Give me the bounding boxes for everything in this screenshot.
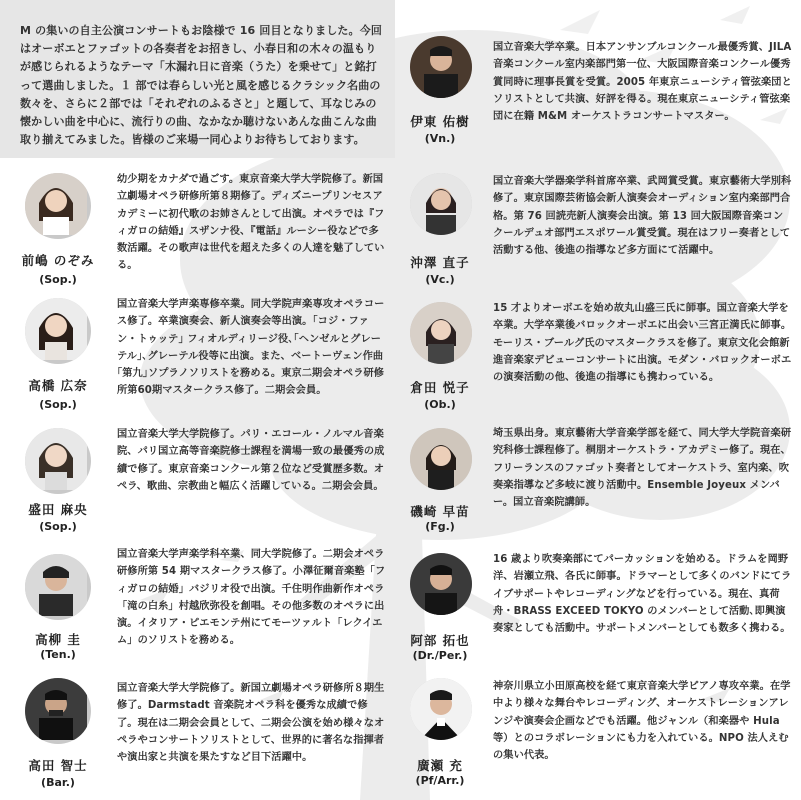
performer-part: (Ten.) (40, 648, 76, 661)
performer-name: 阿部 拓也 (410, 633, 470, 648)
performer-name: 前嶋 のぞみ (21, 253, 95, 268)
performer-part: (Vn.) (424, 132, 456, 145)
performer-part: (Sop.) (39, 398, 77, 411)
performer-name: 高橋 広奈 (28, 378, 88, 393)
performer-photo (25, 554, 91, 620)
performer-photo (410, 36, 472, 98)
performer-photo (410, 678, 472, 740)
performer-part: (Fg.) (425, 520, 455, 533)
performer-name: 磯崎 早苗 (410, 504, 470, 519)
performer-photo (25, 298, 91, 364)
performer-bio: 幼少期をカナダで過ごす。東京音楽大学大学院修了。新国立劇場オペラ研修所第８期修了。ディズニープリンセスアカデミーに初代歌のお姉さんとして出演。オペラでは『フィガロの結婚』スザンナ役、『電話』ルーシー役などで多数活躍。その歌声は世代を超えた多くの人達を魅了している。 (117, 174, 385, 272)
performer-name: 伊東 佑樹 (410, 114, 470, 129)
performer-name: 高柳 圭 (35, 632, 81, 647)
performer-name: 盛田 麻央 (28, 502, 88, 517)
performer-bio: 国立音楽大学卒業。日本アンサンブルコンクール最優秀賞、JILA 音楽コンクール室内楽部門第一位、大阪国際音楽コンクール優秀賞同時に理事長賞を受賞。2005 年東京ニューシティ管弦楽団とソリストとして共演、好評を得る。現在東京ニューシティ管弦楽団に在籍 M&M オーケストラコンサートマスター。 (493, 42, 792, 123)
performer-part: (Sop.) (39, 273, 77, 286)
performer-part: (Sop.) (39, 520, 77, 533)
performer-bio: 国立音楽大学声楽学科卒業、同大学院修了。二期会オペラ研修所第 54 期マスタークラス修了。小澤征爾音楽塾「フィガロの結婚」バジリオ役で出演。千住明作曲新作オペラ「滝の白糸」村越欣弥役を創唱。その他多数のオペラに出演。イタリア・ピエモンテ州にてモーツァルト「レクイエム」のソリストを務める。 (117, 549, 386, 647)
performer-photo (25, 173, 91, 239)
performer-name: 沖澤 直子 (410, 255, 470, 270)
performer-bio: 国立音楽大学声楽専修卒業。同大学院声楽専攻オペラコース修了。卒業演奏会、新人演奏会等出演。｢コジ・ファン・トゥッテ｣ フィオルディリージ役､｢ヘンゼルとグレーテル｣､グレーテル役等に出演。また、ベートーヴェン作曲｢第九｣ソプラノソリストを務める。東京二期会オペラ研修所第60期マスタークラス修了。二期会会員。 (117, 299, 385, 397)
performer-photo (410, 302, 472, 364)
performer-part: (Bar.) (41, 776, 75, 789)
performer-part: (Pf/Arr.) (415, 774, 465, 787)
performer-photo (410, 428, 472, 490)
performer-name: 倉田 悦子 (410, 380, 470, 395)
performer-bio: 国立音楽大学器楽学科首席卒業、武岡賞受賞。東京藝術大学別科修了。東京国際芸術協会新人演奏会オーディション室内楽部門合格。第 76 回読売新人演奏会出演。第 13 回大阪国際音楽コンクールデュオ部門エスポワール賞受賞。現在はフリー奏者として活動する他、後進の指導など多方面にて活躍中。 (493, 176, 792, 257)
performer-part: (Vc.) (425, 273, 455, 286)
performer-bio: 神奈川県立小田原高校を経て東京音楽大学ピアノ専攻卒業。在学中より様々な舞台やレコーディング、オーケストレーションアレンジや演奏会企画などでも活躍。他ジャンル（和楽器や Hula 等）とのコラボレーションにも力を入れている。NPO 法人えむの集い代表。 (493, 681, 791, 762)
performer-photo (25, 428, 91, 494)
intro-text: M の集いの自主公演コンサートもお陰様で 16 回目となりました。今回はオーボエとファゴットの各奏者をお招きし、小春日和の木々の温もりが感じられるようなテーマ「木漏れ日に音楽（うた）を乗せて」と銘打って選曲しました。１ 部では春らしい光と風を感じるクラシック名曲の数々を、さらに２部では「それぞれのふるさと」と題して、耳なじみの懐かしい曲を中心に、流行りの曲、なかなか聴けないあんな曲こんな曲取り揃えてみました。皆様のご来場一同心よりお待ちしております。 (20, 24, 382, 147)
performer-bio: 国立音楽大学大学院修了。パリ・エコール・ノルマル音楽院、パリ国立高等音楽院修士課程を満場一致の最優秀の成績で修了。東京音楽コンクール第２位など受賞歴多数。オペラ、歌曲、宗教曲と幅広く活躍している。二期会会員。 (117, 429, 385, 492)
performer-photo (25, 678, 91, 744)
performer-bio: 埼玉県出身。東京藝術大学音楽学部を経て、同大学大学院音楽研究科修士課程修了。桐朋オーケストラ・アカデミー修了。現在、フリーランスのファゴット奏者としてオーケストラ、室内楽、吹奏楽指導など多岐に渡り活動中。Ensemble Joyeux メンバー。国立音楽院講師。 (493, 428, 792, 509)
performer-name: 廣瀬 充 (417, 758, 463, 773)
performer-bio: 16 歳より吹奏楽部にてパーカッションを始める。ドラムを岡野洋、岩瀬立飛、各氏に師事。ドラマーとして多くのバンドにてライブサポートやレコーディングなどを行っている。現在、真荷舟・BRASS EXCEED TOKYO のメンバーとして活動､即興演奏家としても活動中。サポートメンバーとしても数多く携わる。 (493, 554, 792, 635)
performer-name: 高田 智士 (28, 758, 88, 773)
performer-photo (410, 173, 472, 235)
intro-box (0, 0, 395, 158)
performer-bio: 15 才よりオーボエを始め故丸山盛三氏に師事。国立音楽大学を卒業。大学卒業後バロックオーボエに出会い三宮正満氏に師事。モーリス・ブールグ氏のマスタークラスを修了。東京文化会館新進音楽家デビューコンサートに出演。モダン・バロックオーボエの演奏活動の他、後進の指導にも携わっている。 (493, 303, 792, 384)
performer-part: (Ob.) (424, 398, 456, 411)
performer-part: (Dr./Per.) (412, 649, 468, 662)
performer-bio: 国立音楽大学大学院修了。新国立劇場オペラ研修所８期生修了。Darmstadt 音楽院オペラ科を優秀な成績で修了。現在は二期会会員として、二期会公演を始め様々なオペラやコンサートソリストとして、世界的に著名な指揮者や演出家と共演を果たすなど目下活躍中。 (117, 683, 385, 764)
performer-photo (410, 553, 472, 615)
